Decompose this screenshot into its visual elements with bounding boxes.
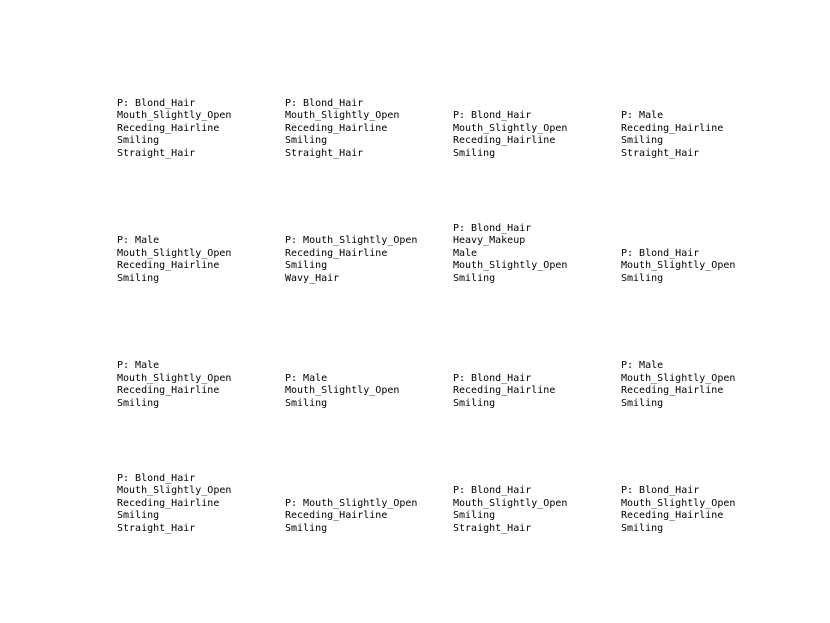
prediction-label-panel (285, 90, 445, 160)
prediction-attribute-line: Mouth_Slightly_Open (117, 372, 232, 384)
prediction-attribute-line: Smiling (453, 272, 496, 284)
prediction-attribute-line: Mouth_Slightly_Open (117, 485, 232, 496)
prediction-label-first-line: P: Male (285, 372, 328, 384)
prediction-label-first-line: P: Male (117, 235, 160, 246)
prediction-label-first-line: P: Male (117, 360, 160, 371)
prediction-label-panel (453, 90, 613, 160)
prediction-label-first-line: P: Blond_Hair (117, 97, 196, 109)
prediction-attribute-line: Receding_Hairline (285, 510, 388, 521)
prediction-label-panel (285, 340, 445, 410)
prediction-attribute-line: Receding_Hairline (117, 122, 220, 134)
prediction-attribute-line: Smiling (453, 147, 496, 159)
prediction-attribute-line: Mouth_Slightly_Open (621, 372, 736, 384)
prediction-attribute-line: Male (453, 247, 478, 259)
prediction-attribute-line: Smiling (453, 397, 496, 409)
prediction-label-panel (117, 465, 277, 535)
prediction-label-first-line: P: Blond_Hair (453, 110, 532, 121)
prediction-attribute-line: Mouth_Slightly_Open (621, 497, 736, 509)
prediction-attribute-line: Mouth_Slightly_Open (453, 497, 568, 509)
prediction-attribute-line: Smiling (285, 397, 328, 409)
prediction-attribute-line: Smiling (285, 522, 328, 534)
prediction-attribute-line: Smiling (621, 522, 664, 534)
prediction-label-panel (621, 215, 781, 285)
prediction-attribute-line: Mouth_Slightly_Open (117, 247, 232, 259)
prediction-label-panel (453, 465, 613, 535)
prediction-label-panel (453, 340, 613, 410)
prediction-attribute-line: Receding_Hairline (621, 385, 724, 396)
prediction-label-first-line: P: Blond_Hair (453, 485, 532, 496)
prediction-attribute-line: Smiling (117, 510, 160, 521)
prediction-label-panel (621, 90, 781, 160)
prediction-attribute-line: Mouth_Slightly_Open (117, 110, 232, 121)
prediction-attribute-line: Wavy_Hair (285, 272, 340, 284)
prediction-attribute-line: Mouth_Slightly_Open (621, 260, 736, 271)
prediction-label-first-line: P: Blond_Hair (453, 372, 532, 384)
prediction-attribute-line: Smiling (117, 272, 160, 284)
prediction-attribute-line: Receding_Hairline (117, 260, 220, 271)
prediction-attribute-line: Receding_Hairline (621, 510, 724, 521)
prediction-attribute-line: Smiling (621, 397, 664, 409)
prediction-attribute-line: Straight_Hair (117, 147, 196, 159)
prediction-attribute-line: Straight_Hair (621, 147, 700, 159)
prediction-label-first-line: P: Mouth_Slightly_Open (285, 235, 418, 246)
prediction-label-first-line: P: Blond_Hair (621, 485, 700, 496)
prediction-attribute-line: Mouth_Slightly_Open (453, 260, 568, 271)
prediction-attribute-line: Receding_Hairline (117, 497, 220, 509)
prediction-label-panel (621, 340, 781, 410)
prediction-attribute-line: Receding_Hairline (621, 122, 724, 134)
prediction-attribute-line: Smiling (285, 135, 328, 146)
prediction-attribute-line: Receding_Hairline (117, 385, 220, 396)
prediction-attribute-line: Heavy_Makeup (453, 235, 526, 246)
prediction-attribute-line: Receding_Hairline (285, 122, 388, 134)
prediction-attribute-line: Straight_Hair (117, 522, 196, 534)
prediction-label-panel (117, 215, 277, 285)
prediction-attribute-line: Mouth_Slightly_Open (285, 110, 400, 121)
prediction-label-panel (117, 340, 277, 410)
prediction-attribute-line: Receding_Hairline (453, 135, 556, 146)
prediction-label-first-line: P: Blond_Hair (621, 247, 700, 259)
prediction-attribute-line: Smiling (621, 272, 664, 284)
prediction-label-first-line: P: Mouth_Slightly_Open (285, 497, 418, 509)
prediction-label-first-line: P: Blond_Hair (285, 97, 364, 109)
prediction-label-panel (117, 90, 277, 160)
prediction-label-panel (285, 465, 445, 535)
prediction-attribute-line: Receding_Hairline (285, 247, 388, 259)
prediction-attribute-line: Receding_Hairline (453, 385, 556, 396)
prediction-attribute-line: Smiling (453, 510, 496, 521)
prediction-label-first-line: P: Male (621, 110, 664, 121)
prediction-attribute-line: Straight_Hair (285, 147, 364, 159)
prediction-attribute-line: Mouth_Slightly_Open (285, 385, 400, 396)
prediction-label-panel (285, 215, 445, 285)
prediction-label-panel (621, 465, 781, 535)
prediction-attribute-line: Mouth_Slightly_Open (453, 122, 568, 134)
prediction-label-first-line: P: Blond_Hair (453, 222, 532, 234)
prediction-attribute-line: Smiling (117, 135, 160, 146)
prediction-attribute-line: Smiling (621, 135, 664, 146)
prediction-label-panel (453, 215, 613, 285)
prediction-label-first-line: P: Blond_Hair (117, 472, 196, 484)
prediction-attribute-line: Straight_Hair (453, 522, 532, 534)
prediction-label-first-line: P: Male (621, 360, 664, 371)
prediction-attribute-line: Smiling (117, 397, 160, 409)
prediction-attribute-line: Smiling (285, 260, 328, 271)
